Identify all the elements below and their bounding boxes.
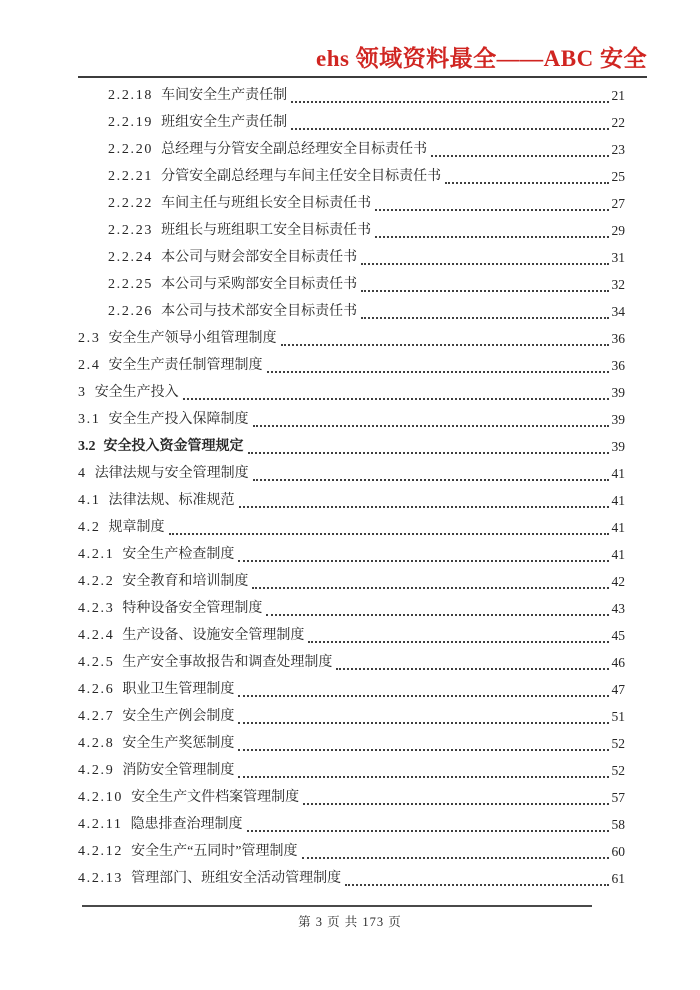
toc-entry-title: 生产安全事故报告和调查处理制度 xyxy=(122,655,333,670)
toc-entry[interactable] xyxy=(78,190,625,217)
toc-entry-page: 42 xyxy=(611,574,625,589)
toc-leader-dots xyxy=(361,263,608,265)
toc-entry-title: 安全生产“五同时”管理制度 xyxy=(131,844,298,859)
toc-entry[interactable] xyxy=(78,649,625,676)
toc-entry[interactable] xyxy=(78,622,625,649)
toc-entry-title: 安全生产投入 xyxy=(94,385,179,400)
toc-leader-dots xyxy=(238,560,608,562)
toc-leader-dots xyxy=(302,857,609,859)
toc-entry[interactable] xyxy=(78,217,625,244)
toc-entry-title: 安全教育和培训制度 xyxy=(122,574,249,589)
toc-entry-number: 4.2.10 xyxy=(78,790,124,805)
toc-entry-page: 36 xyxy=(611,331,625,346)
toc-entry[interactable] xyxy=(78,757,625,784)
toc-entry-page: 27 xyxy=(611,196,625,211)
toc-leader-dots xyxy=(361,317,608,319)
toc-leader-dots xyxy=(361,290,608,292)
toc-entry[interactable] xyxy=(78,298,625,325)
toc-entry-title: 本公司与技术部安全目标责任书 xyxy=(161,304,358,319)
toc-entry-number: 2.2.19 xyxy=(108,115,154,130)
toc-entry-number: 4.2.9 xyxy=(78,763,115,778)
toc-entry-title: 生产设备、设施安全管理制度 xyxy=(122,628,305,643)
toc-entry-page: 46 xyxy=(611,655,625,670)
toc-entry[interactable] xyxy=(78,865,625,892)
page-footer xyxy=(0,905,700,930)
toc-entry-page: 60 xyxy=(611,844,625,859)
toc-leader-dots xyxy=(238,776,608,778)
toc-entry-page: 41 xyxy=(611,547,625,562)
toc-entry-number: 4 xyxy=(78,466,87,481)
toc-entry-page: 45 xyxy=(611,628,625,643)
toc-entry-page: 61 xyxy=(611,871,625,886)
toc-leader-dots xyxy=(445,182,608,184)
toc-entry-number: 4.2.11 xyxy=(78,817,123,832)
toc-entry-title: 安全生产投入保障制度 xyxy=(108,412,249,427)
toc-leader-dots xyxy=(308,641,608,643)
toc-entry[interactable] xyxy=(78,514,625,541)
toc-entry-number: 4.2.12 xyxy=(78,844,124,859)
toc-entry[interactable] xyxy=(78,460,625,487)
toc-leader-dots xyxy=(253,425,609,427)
toc-entry[interactable] xyxy=(78,811,625,838)
footer-rule xyxy=(82,905,592,907)
toc-entry[interactable] xyxy=(78,838,625,865)
toc-entry-title: 法律法规、标准规范 xyxy=(108,493,235,508)
toc-entry-title: 职业卫生管理制度 xyxy=(122,682,235,697)
page-header-title: ehs 领域资料最全——ABC 安全 xyxy=(315,46,647,71)
toc-entry-title: 管理部门、班组安全活动管理制度 xyxy=(131,871,342,886)
toc-entry-number: 2.4 xyxy=(78,358,101,373)
toc-entry-page: 57 xyxy=(611,790,625,805)
toc-entry-number: 3.2 xyxy=(78,439,96,454)
toc-entry-page: 41 xyxy=(611,520,625,535)
toc-entry-number: 2.2.20 xyxy=(108,142,154,157)
toc-entry[interactable] xyxy=(78,703,625,730)
toc-entry-number: 4.2.6 xyxy=(78,682,115,697)
toc-entry-title: 安全投入资金管理规定 xyxy=(103,439,244,454)
toc-entry[interactable] xyxy=(78,82,625,109)
toc-leader-dots xyxy=(248,452,609,454)
toc-entry-page: 22 xyxy=(611,115,625,130)
toc-entry-title: 法律法规与安全管理制度 xyxy=(94,466,249,481)
toc-entry-number: 4.2.5 xyxy=(78,655,115,670)
toc-entry[interactable] xyxy=(78,136,625,163)
toc-entry-number: 2.2.18 xyxy=(108,88,154,103)
toc-leader-dots xyxy=(238,695,608,697)
toc-entry-number: 2.2.22 xyxy=(108,196,154,211)
toc-leader-dots xyxy=(431,155,608,157)
toc-entry-title: 本公司与财会部安全目标责任书 xyxy=(161,250,358,265)
toc-entry-page: 23 xyxy=(611,142,625,157)
toc-entry[interactable] xyxy=(78,163,625,190)
toc-leader-dots xyxy=(267,371,609,373)
toc-leader-dots xyxy=(291,101,608,103)
toc-leader-dots xyxy=(169,533,609,535)
toc-entry-number: 4.2.4 xyxy=(78,628,115,643)
toc-entry-page: 41 xyxy=(611,466,625,481)
toc xyxy=(78,82,625,892)
toc-entry[interactable] xyxy=(78,595,625,622)
toc-entry-page: 47 xyxy=(611,682,625,697)
toc-entry-title: 隐患排查治理制度 xyxy=(130,817,243,832)
toc-entry-page: 41 xyxy=(611,493,625,508)
toc-entry-number: 2.2.21 xyxy=(108,169,154,184)
toc-entry-page: 51 xyxy=(611,709,625,724)
toc-entry-number: 2.2.23 xyxy=(108,223,154,238)
toc-leader-dots xyxy=(238,722,608,724)
toc-entry-title: 车间主任与班组长安全目标责任书 xyxy=(161,196,372,211)
toc-leader-dots xyxy=(239,506,609,508)
toc-entry[interactable] xyxy=(78,406,625,433)
toc-entry[interactable] xyxy=(78,487,625,514)
toc-entry[interactable] xyxy=(78,325,625,352)
toc-entry[interactable] xyxy=(78,379,625,406)
toc-entry-number: 4.2.2 xyxy=(78,574,115,589)
toc-entry-title: 班组安全生产责任制 xyxy=(161,115,288,130)
toc-entry-title: 安全生产例会制度 xyxy=(122,709,235,724)
toc-entry-page: 58 xyxy=(611,817,625,832)
toc-entry-page: 21 xyxy=(611,88,625,103)
toc-entry[interactable] xyxy=(78,568,625,595)
toc-entry-page: 31 xyxy=(611,250,625,265)
toc-entry[interactable] xyxy=(78,784,625,811)
toc-entry-title: 安全生产检查制度 xyxy=(122,547,235,562)
toc-leader-dots xyxy=(345,884,608,886)
toc-entry-number: 2.2.26 xyxy=(108,304,154,319)
toc-entry[interactable] xyxy=(78,433,625,460)
toc-entry-number: 4.1 xyxy=(78,493,101,508)
toc-entry-page: 52 xyxy=(611,736,625,751)
toc-entry-number: 4.2.7 xyxy=(78,709,115,724)
toc-leader-dots xyxy=(375,209,608,211)
toc-entry-page: 43 xyxy=(611,601,625,616)
toc-entry[interactable] xyxy=(78,730,625,757)
toc-entry[interactable] xyxy=(78,271,625,298)
toc-leader-dots xyxy=(303,803,608,805)
toc-entry-page: 36 xyxy=(611,358,625,373)
toc-entry-title: 安全生产领导小组管理制度 xyxy=(108,331,277,346)
toc-entry-number: 4.2 xyxy=(78,520,101,535)
toc-entry-title: 分管安全副总经理与车间主任安全目标责任书 xyxy=(161,169,442,184)
toc-leader-dots xyxy=(253,479,609,481)
page-header xyxy=(78,0,647,78)
toc-leader-dots xyxy=(252,587,608,589)
toc-entry[interactable] xyxy=(78,676,625,703)
toc-entry-page: 32 xyxy=(611,277,625,292)
toc-entry-title: 安全生产文件档案管理制度 xyxy=(131,790,300,805)
toc-entry-page: 39 xyxy=(611,385,625,400)
toc-leader-dots xyxy=(238,749,608,751)
toc-entry-title: 安全生产责任制管理制度 xyxy=(108,358,263,373)
toc-leader-dots xyxy=(281,344,609,346)
toc-entry-page: 25 xyxy=(611,169,625,184)
toc-entry[interactable] xyxy=(78,352,625,379)
toc-entry[interactable] xyxy=(78,541,625,568)
toc-entry-number: 2.3 xyxy=(78,331,101,346)
toc-leader-dots xyxy=(291,128,608,130)
toc-leader-dots xyxy=(375,236,608,238)
toc-entry-page: 39 xyxy=(611,439,625,454)
toc-leader-dots xyxy=(266,614,608,616)
toc-entry-number: 3.1 xyxy=(78,412,101,427)
toc-entry-number: 4.2.1 xyxy=(78,547,115,562)
toc-entry-title: 班组长与班组职工安全目标责任书 xyxy=(161,223,372,238)
toc-entry-number: 4.2.3 xyxy=(78,601,115,616)
page-number-footer: 第 3 页 共 173 页 xyxy=(298,915,402,929)
toc-entry-title: 车间安全生产责任制 xyxy=(161,88,288,103)
toc-entry-number: 3 xyxy=(78,385,87,400)
toc-entry-title: 消防安全管理制度 xyxy=(122,763,235,778)
toc-entry[interactable] xyxy=(78,109,625,136)
toc-entry-title: 特种设备安全管理制度 xyxy=(122,601,263,616)
toc-entry[interactable] xyxy=(78,244,625,271)
toc-entry-page: 52 xyxy=(611,763,625,778)
toc-leader-dots xyxy=(247,830,609,832)
toc-entry-number: 2.2.25 xyxy=(108,277,154,292)
toc-entry-number: 4.2.13 xyxy=(78,871,124,886)
toc-entry-title: 总经理与分管安全副总经理安全目标责任书 xyxy=(161,142,428,157)
toc-entry-title: 本公司与采购部安全目标责任书 xyxy=(161,277,358,292)
toc-entry-number: 4.2.8 xyxy=(78,736,115,751)
toc-entry-page: 34 xyxy=(611,304,625,319)
toc-entry-title: 安全生产奖惩制度 xyxy=(122,736,235,751)
toc-leader-dots xyxy=(183,398,609,400)
toc-entry-page: 29 xyxy=(611,223,625,238)
toc-entry-title: 规章制度 xyxy=(108,520,165,535)
toc-entry-number: 2.2.24 xyxy=(108,250,154,265)
toc-leader-dots xyxy=(336,668,608,670)
toc-entry-page: 39 xyxy=(611,412,625,427)
